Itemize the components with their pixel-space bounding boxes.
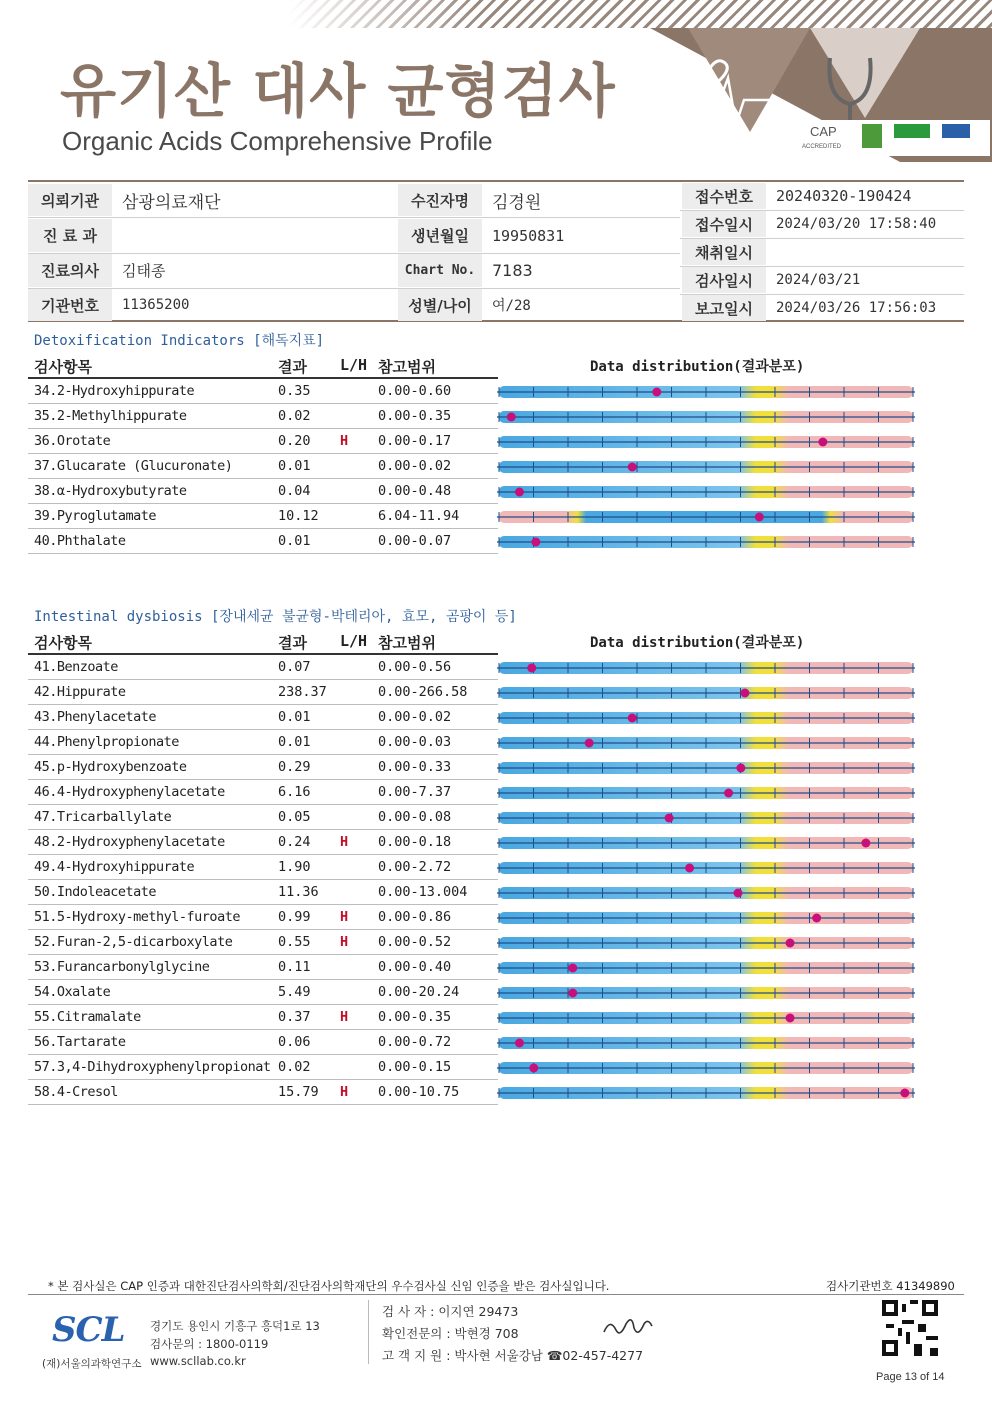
result-marker [515, 1039, 524, 1048]
reference-range: 0.00-10.75 [378, 1084, 460, 1100]
reference-range: 0.00-0.48 [378, 483, 452, 499]
collect-value [768, 239, 964, 265]
reference-range: 0.00-0.35 [378, 1009, 452, 1025]
analyte-name: 46.4-Hydroxyphenylacetate [34, 784, 225, 800]
result-row [28, 705, 498, 730]
result-marker [628, 463, 637, 472]
result-value: 0.06 [278, 1034, 311, 1050]
result-row [28, 655, 498, 680]
result-row [28, 1080, 498, 1105]
reference-range: 0.00-0.40 [378, 959, 452, 975]
birth-label: 생년월일 [398, 219, 482, 252]
result-marker [812, 914, 821, 923]
analyte-name: 55.Citramalate [34, 1009, 141, 1025]
analyte-name: 51.5-Hydroxy-methyl-furoate [34, 909, 240, 925]
analyte-name: 56.Tartarate [34, 1034, 126, 1050]
column-header-lh: L/H [340, 356, 368, 374]
column-header-result: 결과 [278, 634, 307, 652]
analyte-name: 58.4-Cresol [34, 1084, 118, 1100]
receipt-date-value: 2024/03/20 17:58:40 [776, 216, 937, 232]
result-row [28, 379, 498, 404]
analyte-name: 57.3,4-Dihydroxyphenylpropionat [34, 1059, 271, 1075]
dept-label: 진 료 과 [28, 219, 112, 252]
doctor-label: 진료의사 [28, 254, 112, 287]
result-value: 0.01 [278, 709, 311, 725]
analyte-name: 37.Glucarate (Glucuronate) [34, 458, 233, 474]
distribution-bar [497, 710, 915, 726]
reference-range: 0.00-0.03 [378, 734, 452, 750]
reference-range: 0.00-13.004 [378, 884, 468, 900]
distribution-bar [497, 1060, 915, 1076]
analyte-name: 50.Indoleacetate [34, 884, 157, 900]
section-title: Intestinal dysbiosis [장내세균 불균형-박테리아, 효모, 곰팡이 등] [34, 609, 517, 625]
result-row [28, 529, 498, 554]
result-marker [531, 538, 540, 547]
analyte-name: 47.Tricarballylate [34, 809, 172, 825]
header-stripe-fade [0, 0, 480, 28]
result-marker [652, 388, 661, 397]
analyte-name: 45.p-Hydroxybenzoate [34, 759, 187, 775]
header-banner [650, 28, 992, 162]
result-row [28, 1030, 498, 1055]
footer-divider [28, 1294, 964, 1295]
chart-label: Chart No. [398, 254, 482, 287]
reference-range: 0.00-0.60 [378, 383, 452, 399]
result-value: 0.37 [278, 1009, 311, 1025]
result-row [28, 1055, 498, 1080]
qr-code-icon [882, 1300, 938, 1356]
report-label: 보고일시 [682, 295, 766, 321]
collect-label: 채취일시 [682, 239, 766, 265]
distribution-bar [497, 785, 915, 801]
footer-note: * 본 검사실은 CAP 인증과 대한진단검사의학회/진단검사의학재단의 우수검사실 신임 인증을 받은 검사실입니다. [48, 1279, 610, 1293]
patient-value: 김경원 [492, 192, 542, 213]
hl-flag: H [340, 834, 349, 850]
column-header-item: 검사항목 [34, 358, 92, 376]
distribution-bar [497, 935, 915, 951]
result-marker [685, 864, 694, 873]
address-line: 경기도 용인시 기흥구 흥덕1로 13 [150, 1319, 320, 1333]
result-marker [786, 1014, 795, 1023]
result-marker [515, 488, 524, 497]
footer-separator [368, 1300, 369, 1364]
reference-range: 0.00-0.33 [378, 759, 452, 775]
result-marker [585, 739, 594, 748]
reference-range: 6.04-11.94 [378, 508, 460, 524]
reference-range: 0.00-2.72 [378, 859, 452, 875]
reference-range: 0.00-0.07 [378, 533, 452, 549]
distribution-bar [497, 459, 915, 475]
column-header-ref: 참고범위 [378, 358, 436, 376]
receipt-no-label: 접수번호 [682, 183, 766, 209]
result-marker [529, 1064, 538, 1073]
column-header-distribution: Data distribution(결과분포) [590, 359, 805, 375]
scl-logo-subtitle: (재)서울의과학연구소 [42, 1358, 142, 1370]
analyte-name: 40.Phthalate [34, 533, 126, 549]
kola-logo [894, 124, 930, 138]
reference-range: 0.00-0.18 [378, 834, 452, 850]
reference-range: 0.00-0.02 [378, 709, 452, 725]
result-row [28, 830, 498, 855]
distribution-bar [497, 434, 915, 450]
result-row [28, 755, 498, 780]
reference-range: 0.00-0.56 [378, 659, 452, 675]
inst-no-label: 기관번호 [28, 289, 112, 321]
analyte-name: 35.2-Methylhippurate [34, 408, 187, 424]
distribution-bar [497, 660, 915, 676]
distribution-bar [497, 384, 915, 400]
distribution-bar [497, 835, 915, 851]
analyte-name: 43.Phenylacetate [34, 709, 157, 725]
result-marker [755, 513, 764, 522]
reference-range: 0.00-0.15 [378, 1059, 452, 1075]
column-header-result: 결과 [278, 358, 307, 376]
lab-number: 검사기관번호 41349890 [826, 1279, 955, 1293]
page-number: Page 13 of 14 [876, 1371, 945, 1383]
hl-flag: H [340, 1009, 349, 1025]
analyte-name: 54.Oxalate [34, 984, 111, 1000]
page-subtitle: Organic Acids Comprehensive Profile [62, 126, 493, 156]
inst-no-value: 11365200 [122, 297, 190, 313]
result-value: 0.02 [278, 1059, 311, 1075]
result-value: 0.01 [278, 533, 311, 549]
test-date-label: 검사일시 [682, 267, 766, 293]
result-row [28, 479, 498, 504]
birth-value: 19950831 [492, 226, 565, 245]
result-row [28, 504, 498, 529]
lm-logo [862, 124, 882, 148]
result-row [28, 404, 498, 429]
distribution-bar [497, 860, 915, 876]
result-value: 0.24 [278, 834, 311, 850]
distribution-bar [497, 885, 915, 901]
hl-flag: H [340, 433, 349, 449]
analyte-name: 41.Benzoate [34, 659, 118, 675]
distribution-bar [497, 985, 915, 1001]
receipt-no-value: 20240320-190424 [776, 187, 912, 205]
reference-range: 0.00-0.52 [378, 934, 452, 950]
result-value: 15.79 [278, 1084, 319, 1100]
hl-flag: H [340, 909, 349, 925]
result-row [28, 955, 498, 980]
distribution-bar [497, 1085, 915, 1101]
sex-age-value: 여/28 [492, 298, 531, 314]
patient-info-table [28, 180, 964, 322]
result-row [28, 880, 498, 905]
distribution-bar [497, 735, 915, 751]
reference-range: 0.00-7.37 [378, 784, 452, 800]
result-marker [786, 939, 795, 948]
result-value: 238.37 [278, 684, 327, 700]
svg-text:ACCREDITED: ACCREDITED [802, 144, 842, 150]
result-marker [568, 989, 577, 998]
analyte-name: 34.2-Hydroxyhippurate [34, 383, 195, 399]
column-header-distribution: Data distribution(결과분포) [590, 635, 805, 651]
result-marker [733, 889, 742, 898]
result-marker [740, 689, 749, 698]
result-row [28, 730, 498, 755]
result-marker [628, 714, 637, 723]
result-marker [568, 964, 577, 973]
test-date-value: 2024/03/21 [776, 272, 861, 288]
result-value: 0.07 [278, 659, 311, 675]
doctor-value: 김태종 [122, 262, 166, 280]
result-row [28, 429, 498, 454]
website-link[interactable]: www.scllab.co.kr [150, 1354, 246, 1368]
result-marker [861, 839, 870, 848]
result-marker [724, 789, 733, 798]
result-row [28, 780, 498, 805]
distribution-bar [497, 409, 915, 425]
analyte-name: 53.Furancarbonylglycine [34, 959, 210, 975]
result-row [28, 805, 498, 830]
analyte-name: 42.Hippurate [34, 684, 126, 700]
hl-flag: H [340, 934, 349, 950]
svg-text:CAP: CAP [810, 124, 837, 139]
result-value: 0.35 [278, 383, 311, 399]
specialist-line: 확인전문의 : 박현경 708 [382, 1326, 519, 1341]
dept-value [114, 219, 394, 252]
distribution-bar [497, 760, 915, 776]
analyte-name: 36.Orotate [34, 433, 111, 449]
result-row [28, 1005, 498, 1030]
result-marker [527, 664, 536, 673]
distribution-bar [497, 484, 915, 500]
reference-range: 0.00-0.72 [378, 1034, 452, 1050]
reference-range: 0.00-266.58 [378, 684, 468, 700]
result-value: 0.05 [278, 809, 311, 825]
result-value: 5.49 [278, 984, 311, 1000]
chart-value: 7183 [492, 261, 533, 280]
result-value: 0.04 [278, 483, 311, 499]
result-value: 10.12 [278, 508, 319, 524]
receipt-date-label: 접수일시 [682, 211, 766, 237]
result-marker [665, 814, 674, 823]
result-value: 0.20 [278, 433, 311, 449]
result-row [28, 680, 498, 705]
reference-range: 0.00-0.17 [378, 433, 452, 449]
result-marker [900, 1089, 909, 1098]
inquiry-line: 검사문의 : 1800-0119 [150, 1337, 269, 1351]
analyte-name: 44.Phenylpropionate [34, 734, 179, 750]
signature-image [600, 1316, 656, 1340]
tester-line: 검 사 자 : 이지연 29473 [382, 1304, 519, 1319]
distribution-bar [497, 910, 915, 926]
anab-logo [942, 124, 970, 138]
page-title: 유기산 대사 균형검사 [60, 57, 616, 125]
reference-range: 0.00-0.86 [378, 909, 452, 925]
result-marker [818, 438, 827, 447]
distribution-bar [497, 810, 915, 826]
section-title: Detoxification Indicators [해독지표] [34, 333, 325, 349]
result-value: 11.36 [278, 884, 319, 900]
analyte-name: 52.Furan-2,5-dicarboxylate [34, 934, 233, 950]
distribution-bar [497, 685, 915, 701]
reference-range: 0.00-0.08 [378, 809, 452, 825]
distribution-bar [497, 534, 915, 550]
reference-range: 0.00-20.24 [378, 984, 460, 1000]
result-value: 0.29 [278, 759, 311, 775]
reference-range: 0.00-0.02 [378, 458, 452, 474]
result-value: 0.55 [278, 934, 311, 950]
result-row [28, 454, 498, 479]
result-marker [507, 413, 516, 422]
distribution-bar [497, 960, 915, 976]
analyte-name: 38.α-Hydroxybutyrate [34, 483, 187, 499]
distribution-bar [497, 509, 915, 525]
result-value: 0.11 [278, 959, 311, 975]
result-value: 0.01 [278, 734, 311, 750]
result-row [28, 980, 498, 1005]
result-value: 0.01 [278, 458, 311, 474]
result-value: 6.16 [278, 784, 311, 800]
analyte-name: 48.2-Hydroxyphenylacetate [34, 834, 225, 850]
distribution-bar [497, 1010, 915, 1026]
distribution-bar [497, 1035, 915, 1051]
result-row [28, 930, 498, 955]
institution-value: 삼광의료재단 [122, 192, 221, 213]
result-row [28, 855, 498, 880]
institution-label: 의뢰기관 [28, 184, 112, 216]
result-value: 0.02 [278, 408, 311, 424]
column-header-ref: 참고범위 [378, 634, 436, 652]
analyte-name: 49.4-Hydroxyhippurate [34, 859, 195, 875]
hl-flag: H [340, 1084, 349, 1100]
result-value: 1.90 [278, 859, 311, 875]
column-header-item: 검사항목 [34, 634, 92, 652]
scl-logo: SCL [52, 1310, 125, 1350]
report-value: 2024/03/26 17:56:03 [776, 300, 937, 316]
patient-label: 수진자명 [398, 184, 482, 216]
result-marker [736, 764, 745, 773]
analyte-name: 39.Pyroglutamate [34, 508, 157, 524]
support-line: 고 객 지 원 : 박사현 서울강남 ☎02-457-4277 [382, 1348, 644, 1363]
reference-range: 0.00-0.35 [378, 408, 452, 424]
result-row [28, 905, 498, 930]
result-value: 0.99 [278, 909, 311, 925]
column-header-lh: L/H [340, 632, 368, 650]
sex-age-label: 성별/나이 [398, 289, 482, 321]
